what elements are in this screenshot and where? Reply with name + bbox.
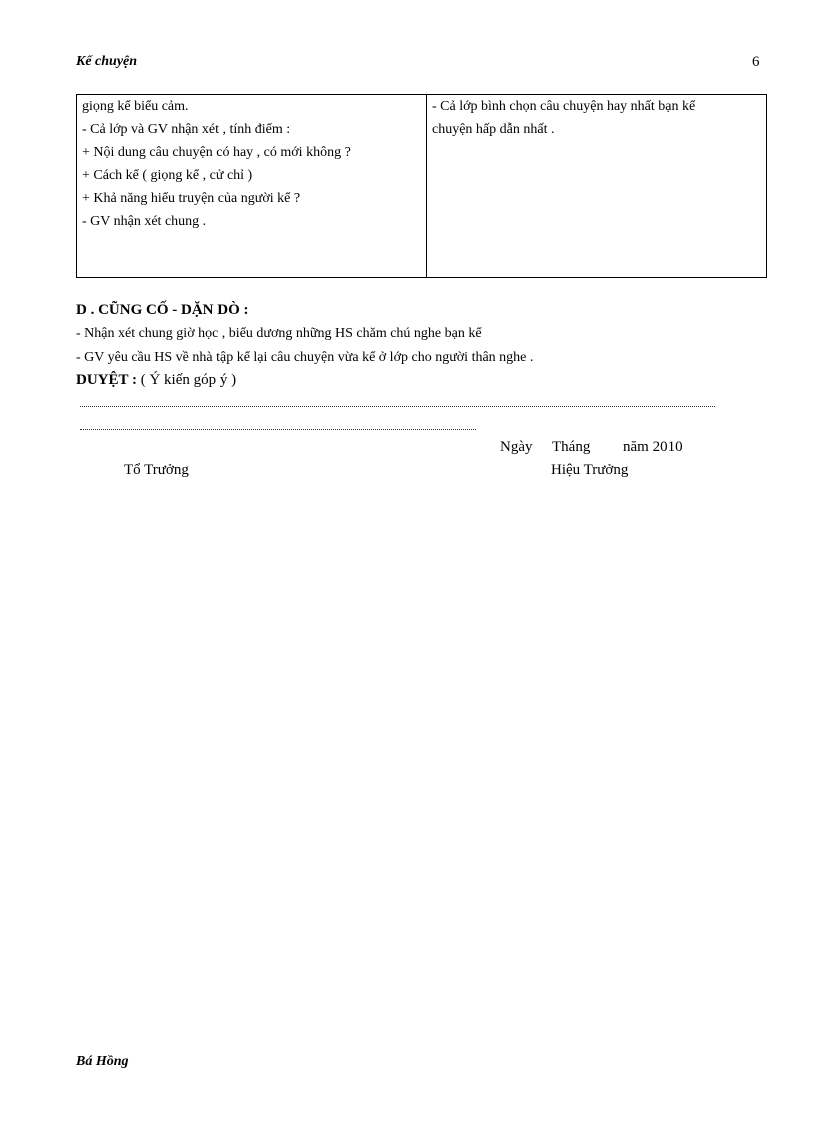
- footer-author: Bá Hồng: [76, 1054, 129, 1069]
- approval-note: ( Ý kiến góp ý ): [136, 372, 237, 388]
- approval-label: DUYỆT :: [76, 372, 137, 388]
- list-item: giọng kể biểu cảm.: [82, 99, 189, 114]
- list-item: + Nội dung câu chuyện có hay , có mới không ?: [82, 145, 351, 160]
- section-line: - Nhận xét chung giờ học , biểu dương những HS chăm chú nghe bạn kể: [76, 326, 482, 341]
- student-activity-cell: [427, 95, 767, 278]
- dotted-line: [80, 406, 715, 407]
- list-item: + Khả năng hiểu truyện của người kể ?: [82, 191, 301, 206]
- header-title: Kể chuyện: [76, 54, 138, 69]
- date-day: Ngày: [500, 439, 533, 455]
- page-number: 6: [752, 54, 760, 70]
- section-line: - GV yêu cầu HS về nhà tập kể lại câu chuyện vừa kể ở lớp cho người thân nghe .: [76, 350, 534, 365]
- list-item: - GV nhận xét chung .: [82, 214, 207, 229]
- approval-line: [76, 372, 236, 389]
- lesson-table: [76, 94, 767, 278]
- dotted-line: [80, 429, 476, 430]
- signature-right: Hiệu Trưởng: [551, 462, 629, 478]
- date-month: Tháng: [552, 439, 591, 455]
- list-item: chuyện hấp dẫn nhất .: [432, 122, 555, 137]
- list-item: - Cả lớp bình chọn câu chuyện hay nhất bạn kể: [432, 99, 696, 114]
- signature-left: Tổ Trưởng: [124, 462, 189, 478]
- teacher-activity-cell: [77, 95, 427, 278]
- section-heading: D . CŨNG CỐ - DẶN DÒ :: [76, 302, 249, 318]
- date-year: năm 2010: [623, 439, 683, 455]
- table-row: [77, 95, 767, 278]
- list-item: + Cách kể ( giọng kể , cử chỉ ): [82, 168, 253, 183]
- list-item: - Cả lớp và GV nhận xét , tính điểm :: [82, 122, 291, 137]
